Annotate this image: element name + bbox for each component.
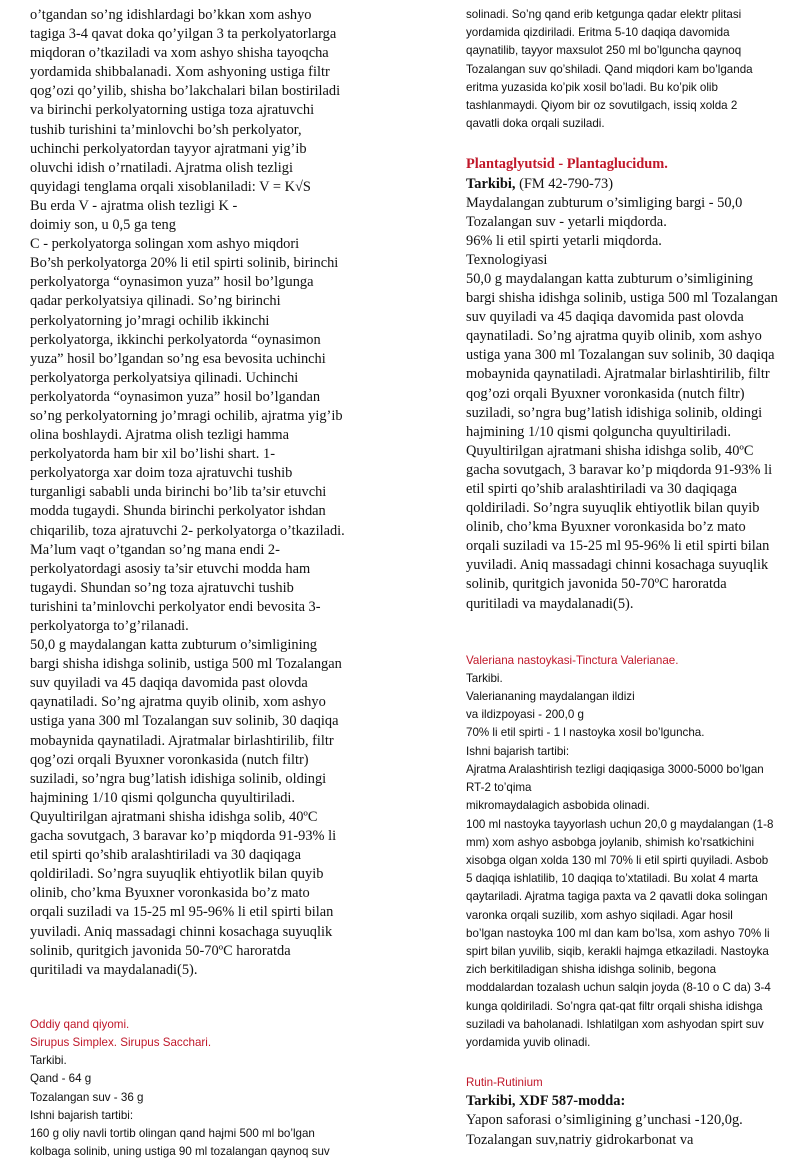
text-line: Ma’lum vaqt o’tgandan so’ng mana endi 2- — [30, 541, 280, 558]
text-line: Maydalangan zubturum o’simliging bargi - 50,0 — [466, 194, 743, 211]
text-line: Tozalangan suv qo’shiladi. Qand miqdori kam bo’lganda — [466, 62, 753, 76]
text-line: qaytariladi. Ajratma tagiga paxta va 2 qavatli doka solingan — [466, 890, 768, 904]
text-line: qoldiriladi. So’ngra suyuqlik ehtiyotlik bilan quyib — [30, 866, 324, 883]
text-line: qaynatiladi. So’ng ajratma quyib olinib, xom ashyo — [30, 694, 326, 711]
text-line: qog’ozi qo’yilib, shisha bo’lakchalari bilan bostiriladi — [30, 83, 341, 100]
text-line: Tarkibi. — [466, 671, 503, 685]
text-line: tashlanmaydi. Qiyom bir oz sovutilgach, issiq xolda 2 — [466, 99, 738, 113]
text-line: RT-2 to’qima — [466, 781, 532, 795]
text-line: qaynatilib, tayyor maxsulot 250 ml bo’lguncha qaynoq — [466, 44, 742, 58]
left-column — [30, 6, 360, 1161]
text-line: so’ng perkolyatorning jo’mragi ochilib, ajratma yig’ib — [30, 407, 343, 424]
plantaglucid-body — [466, 194, 796, 614]
text-line: turishini ta’minlovchi perkolyator endi bevosita 3- — [30, 598, 321, 615]
text-line: perkolyatorda “oynasimon yuza” hosil bo’lgandan — [30, 388, 321, 405]
text-line: 70% li etil spirti - 1 l nastoyka xosil bo’lguncha. — [466, 726, 705, 740]
text-line: eritma yuzasida ko’pik xosil bo’ladi. Bu ko’pik olib — [466, 80, 718, 94]
text-line: solinib, quritgich javonida 50-70ºC haroratda — [30, 942, 291, 959]
text-line: mikromaydalagich asbobida olinadi. — [466, 799, 650, 813]
text-line: perkolyatordagi asosiy ta’sir etuvchi modda ham — [30, 560, 311, 577]
text-line: 50,0 g maydalangan katta zubturum o’simligining — [30, 637, 317, 654]
spacer — [30, 980, 360, 1016]
text-line: qaynatiladi. So’ng ajratma quyib olinib, xom ashyo — [466, 328, 762, 345]
text-line: suv quyiladi va 45 daqiqa davomida past olovda — [30, 675, 308, 692]
text-line: perkolyatorga, ikkinchi perkolyatorda “oynasimon — [30, 331, 321, 348]
text-line: quyidagi tenglama orqali xisoblaniladi: V = K√S — [30, 178, 311, 195]
text-line: kolbaga solinib, uning ustiga 90 ml tozalangan qaynoq suv — [30, 1145, 330, 1159]
text-line: bo’lgan nastoyka 100 ml dan kam bo’lsa, xom ashyo 70% li — [466, 926, 770, 940]
composition-ref: (FM 42-790-73) — [515, 175, 613, 192]
text-line: oluvchi idish o’rnatiladi. Ajratma olish tezligi — [30, 159, 293, 176]
text-line: olinib, cho’kma Byuxner voronkasida bo’z mato — [30, 885, 310, 902]
text-line: 96% li etil spirti yetarli miqdorda. — [466, 232, 662, 249]
text-line: solinib, quritgich javonida 50-70ºC haroratda — [466, 576, 727, 593]
text-line: suziladi, so’ngra bug’latish idishiga solinib, oldingi — [466, 404, 763, 421]
text-line: varonka orqali suzilib, xom ashyo siqiladi. Agar hosil — [466, 908, 733, 922]
syrup-composition — [30, 1052, 360, 1161]
text-line: hajmining 1/10 qismi qolguncha quyultiriladi. — [466, 423, 732, 440]
text-line: etil spirti qo’shib aralashtiriladi va 30 daqiqaga — [466, 481, 737, 498]
text-line: olinib, cho’kma Byuxner voronkasida bo’z mato — [466, 519, 746, 536]
text-line: Ajratma Aralashtirish tezligi daqiqasiga 3000-5000 bo’lgan — [466, 762, 764, 776]
text-line: 100 ml nastoyka tayyorlash uchun 20,0 g maydalangan (1-8 — [466, 817, 774, 831]
text-line: Ishni bajarish tartibi: — [30, 1108, 134, 1122]
text-line: yordamida yuvib olinadi. — [466, 1035, 591, 1049]
text-line: mobaynida qaynatiladi. Ajratmalar birlashtirilib, filtr — [466, 366, 770, 383]
text-line: hajmining 1/10 qismi qolguncha quyultiriladi. — [30, 789, 296, 806]
rutin-title: Rutin-Rutinium — [466, 1076, 543, 1090]
text-line: Ishni bajarish tartibi: — [466, 744, 570, 758]
text-line: spirt bilan yuvilib, siqib, kerakli hajmga etkaziladi. Nastoyka — [466, 944, 769, 958]
valerian-body — [466, 670, 796, 1052]
text-line: yuviladi. Aniq massadagi chinni kosachaga suyuqlik — [466, 557, 769, 574]
text-line: orqali suziladi va 15-25 ml 95-96% li etil spirti bilan — [466, 538, 770, 555]
text-line: olina boshlaydi. Ajratma olish tezligi hamma — [30, 427, 289, 444]
text-line: yordamida qizdiriladi. Eritma 5-10 daqiqa davomida — [466, 26, 730, 40]
text-line: zich berkitiladigan shisha idishga solinib, begona — [466, 963, 717, 977]
plantaglucid-title: Plantaglyutsid - Plantaglucidum. — [466, 156, 668, 173]
text-line: perkolyatorga perkolyatsiya qilinadi. Uchinchi — [30, 369, 299, 386]
text-line: Qand - 64 g — [30, 1072, 92, 1086]
syrup-continuation — [466, 6, 796, 133]
text-line: qavatli doka orqali suziladi. — [466, 117, 605, 131]
text-line: mobaynida qaynatiladi. Ajratmalar birlashtirilib, filtr — [30, 732, 334, 749]
text-line: suziladi va baholanadi. Ishlatilgan xom ashyodan spirt suv — [466, 1017, 764, 1031]
text-line: ustiga yana 300 ml Tozalangan suv solinib, 30 daqiqa — [466, 347, 775, 364]
plantaglucid-composition-heading — [466, 175, 796, 194]
text-line: quritiladi va maydalanadi(5). — [466, 595, 634, 612]
text-line: o’tgandan so’ng idishlardagi bo’kkan xom ashyo — [30, 7, 312, 23]
composition-label: Tarkibi, — [466, 175, 516, 192]
text-line: Bu erda V - ajratma olish tezligi K - — [30, 197, 238, 214]
spacer — [466, 1052, 796, 1074]
text-line: perkolyatorning jo’mragi ochilib ikkinchi — [30, 312, 270, 329]
text-line: Tozalangan suv,natriy gidrokarbonat va — [466, 1131, 694, 1148]
text-line: Tarkibi. — [30, 1054, 67, 1068]
text-line: tushib turishini ta’minlovchi bo’sh perkolyator, — [30, 121, 302, 138]
text-line: miqdoran o’tkaziladi va xom ashyo shisha tayoqcha — [30, 45, 329, 62]
text-line: perkolyatorda ham bir xil bo’lishi shart. 1- — [30, 446, 275, 463]
valerian-title: Valeriana nastoykasi-Tinctura Valerianae. — [466, 653, 679, 667]
text-line: perkolyatorga xar doim toza ajratuvchi tushib — [30, 465, 293, 482]
text-line: ustiga yana 300 ml Tozalangan suv solinib, 30 daqiqa — [30, 713, 339, 730]
text-line: qog’ozi orqali Byuxner voronkasida (nutch filtr) — [30, 751, 309, 768]
text-line: qoldiriladi. So’ngra suyuqlik ehtiyotlik bilan quyib — [466, 500, 760, 517]
text-line: orqali suziladi va 15-25 ml 95-96% li etil spirti bilan — [30, 904, 334, 921]
text-line: qog’ozi orqali Byuxner voronkasida (nutch filtr) — [466, 385, 745, 402]
text-line: solinadi. So’ng qand erib ketgunga qadar elektr plitasi — [466, 8, 742, 21]
text-line: bargi shisha idishga solinib, ustiga 500 ml Tozalangan — [30, 656, 342, 673]
text-line: Tozalangan suv - yetarli miqdorda. — [466, 213, 667, 230]
text-line: Valerian​aning maydalangan ildizi — [466, 690, 635, 704]
text-line: mm) xom ashyo asbobga joylanib, shimish ko’rsatkichini — [466, 835, 755, 849]
syrup-section-subtitle: Sirupus Simplex. Sirupus Sacchari. — [30, 1035, 212, 1049]
spacer — [466, 133, 796, 155]
plantain-procedure-paragraph — [30, 636, 360, 980]
text-line: yuviladi. Aniq massadagi chinni kosachaga suyuqlik — [30, 923, 333, 940]
text-line: tagiga 3-4 qavat doka qo’yilgan 3 ta perkolyatorlarga — [30, 26, 337, 43]
text-line: kunga qoldiriladi. So’ngra qat-qat filtr orqali shisha idishga — [466, 999, 763, 1013]
text-line: xisobga olgan xolda 130 ml 70% li etil spirti quyiladi. Asbob — [466, 853, 769, 867]
spacer — [466, 614, 796, 652]
text-line: etil spirti qo’shib aralashtiriladi va 30 daqiqaga — [30, 847, 301, 864]
text-line: Tozalangan suv - 36 g — [30, 1090, 144, 1104]
right-column — [466, 6, 796, 1150]
text-line: uchinchi perkolyatordan tayyor ajratmani yig’ib — [30, 140, 307, 157]
rutin-composition-heading: Tarkibi, XDF 587-modda: — [466, 1093, 626, 1110]
text-line: 50,0 g maydalangan katta zubturum o’simligining — [466, 270, 753, 287]
text-line: turganligi sababli unda birinchi bo’lib ta’sir etuvchi — [30, 484, 327, 501]
text-line: yordamida shibbalanadi. Xom ashyoning ustiga filtr — [30, 64, 330, 81]
text-line: Quyultirilgan ajratmani shisha idishga solib, 40ºC — [466, 442, 754, 459]
text-line: suv quyiladi va 45 daqiqa davomida past olovda — [466, 309, 744, 326]
text-line: gacha sovutgach, 3 baravar ko’p miqdorda 91-93% li — [30, 828, 337, 845]
text-line: perkolyatorga to’g’rilanadi. — [30, 618, 189, 634]
text-line: perkolyatorga “oynasimon yuza” hosil bo’lgunga — [30, 274, 314, 291]
text-line: doimiy son, u 0,5 ga teng — [30, 217, 176, 234]
text-line: chiqarilib, toza ajratuvchi 2- perkolyatorga o’tkaziladi. — [30, 522, 345, 539]
text-line: bargi shisha idishga solinib, ustiga 500 ml Tozalangan — [466, 290, 778, 307]
text-line: va birinchi perkolyatorning ustiga toza ajratuvchi — [30, 102, 315, 119]
text-line: modda tugaydi. Shunda birinchi perkolyator ishdan — [30, 503, 326, 520]
extraction-paragraph — [30, 6, 360, 636]
text-line: Texnologiyasi — [466, 251, 548, 268]
text-line: yuza” hosil bo’lgandan so’ng esa bevosita uchinchi — [30, 350, 326, 367]
text-line: gacha sovutgach, 3 baravar ko’p miqdorda 91-93% li — [466, 461, 773, 478]
text-line: va ildizpoyasi - 200,0 g — [466, 708, 584, 722]
text-line: quritiladi va maydalanadi(5). — [30, 961, 198, 978]
text-line: Yapon saforasi o’simligining g’unchasi -120,0g. — [466, 1112, 743, 1129]
syrup-section-title: Oddiy qand qiyomi. — [30, 1017, 130, 1031]
text-line: C - perkolyatorga solingan xom ashyo miqdori — [30, 236, 300, 253]
text-line: 160 g oliy navli tortib olingan qand hajmi 500 ml bo’lgan — [30, 1127, 315, 1140]
text-line: Bo’sh perkolyatorga 20% li etil spirti solinib, birinchi — [30, 255, 339, 272]
text-line: suziladi, so’ngra bug’latish idishiga solinib, oldingi — [30, 770, 327, 787]
text-line: 5 daqiqa ishlatilib, 10 daqiqa to’xtatiladi. Bu xolat 4 marta — [466, 872, 758, 886]
text-line: tugaydi. Shundan so’ng toza ajratuvchi tushib — [30, 579, 294, 596]
text-line: moddalardan tozalash uchun salqin joyda (8-10 o C da) 3-4 — [466, 981, 771, 995]
text-line: qadar perkolyatsiya qilinadi. So’ng birinchi — [30, 293, 281, 310]
text-line: Quyultirilgan ajratmani shisha idishga solib, 40ºC — [30, 808, 318, 825]
